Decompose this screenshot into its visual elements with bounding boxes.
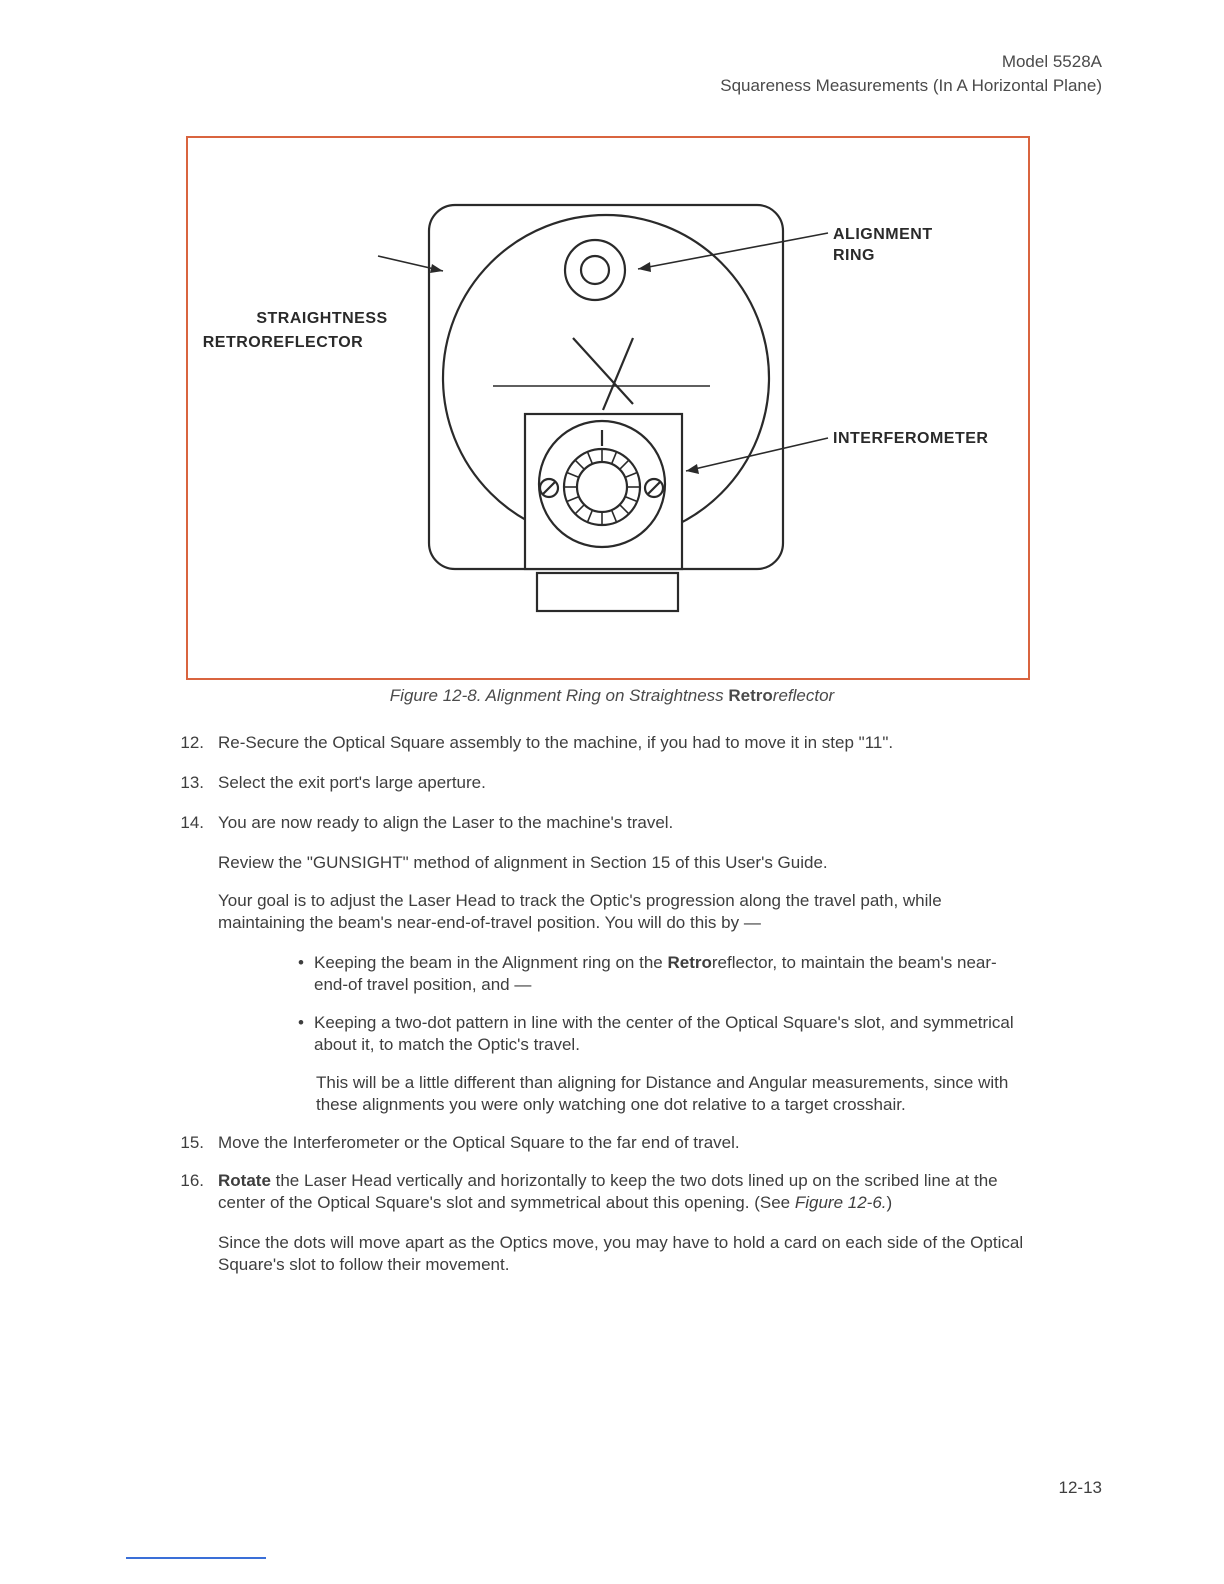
label-straightness-1: STRAIGHTNESS [256,310,388,327]
bullet-text-post: reflector, to maintain the beam's near-end-of travel position, and — [314,953,997,994]
step-12 [180,732,1032,754]
step-number: 13. [180,773,204,792]
step-text: Select the exit port's large aperture. [218,773,486,792]
bullet-alignment-ring [298,952,1022,996]
paragraph-since: Since the dots will move apart as the Optics move, you may have to hold a card on each side of the Optical Square's slot to follow their movement. [218,1233,1024,1274]
figure-frame [186,136,1030,680]
step-text: You are now ready to align the Laser to the machine's travel. [218,813,674,832]
step-13 [180,772,1032,794]
cross-line-left [573,338,633,404]
paragraph-goal: Your goal is to adjust the Laser Head to track the Optic's progression along the travel path, while maintaining the beam's near-end-of-travel position. You will do this by — [218,891,942,932]
header-model: Model 5528A [1001,52,1102,71]
label-alignment-1: ALIGNMENT [833,226,933,243]
page-number: 12-13 [1058,1478,1102,1497]
arrowhead-interferometer [686,464,699,474]
page-header [720,50,1102,98]
bullet-text-pre: Keeping the beam in the Alignment ring on the [314,953,668,972]
label-alignment-2: RING [833,247,875,264]
label-straightness-2: RETROREFLECTOR [202,334,364,351]
mounting-base [537,573,678,611]
caption-prefix: Figure 12-8. Alignment Ring on Straightness [389,686,729,705]
step-bold: Rotate [218,1171,271,1190]
caption-suffix: reflector [772,686,835,705]
paragraph-gunsight: Review the "GUNSIGHT" method of alignment in Section 15 of this User's Guide. [218,853,828,872]
step-16 [180,1170,1032,1214]
label-interferometer: INTERFEROMETER [833,430,989,447]
step-number: 14. [180,813,204,832]
instructions-body [180,722,1032,1276]
interferometer-box [525,414,682,569]
alignment-ring-outer [565,240,625,300]
step-number: 16. [180,1171,204,1190]
paragraph-difference: This will be a little different than aligning for Distance and Angular measurements, since with these alignments you were only watching one dot relative to a target crosshair. [316,1073,1009,1114]
step-text: the Laser Head vertically and horizontally to keep the two dots lined up on the scribed line at the center of the Optical Square's slot and symmetrical about this opening. (See [218,1171,998,1212]
alignment-ring-inner [581,256,609,284]
step-text: Move the Interferometer or the Optical Square to the far end of travel. [218,1133,740,1152]
bullet-dot: • [298,953,304,972]
leader-interferometer [686,438,828,471]
step-14 [180,812,1032,834]
footer-rule [126,1557,266,1559]
step-number: 12. [180,733,204,752]
leader-alignment-ring [638,233,828,269]
bullet-text-bold: Retro [667,953,712,972]
figure-caption [0,686,1224,706]
figure-reference: Figure 12-6. [794,1193,887,1212]
header-section: Squareness Measurements (In A Horizontal Plane) [720,76,1102,95]
step-text: Re-Secure the Optical Square assembly to the machine, if you had to move it in step "11". [218,733,894,752]
arrowhead-straightness [430,264,443,273]
step-number: 15. [180,1133,204,1152]
bullet-two-dot [298,1012,1022,1056]
step-15 [180,1132,1032,1154]
caption-bold: Retro [728,686,773,705]
arrowhead-alignment [638,262,651,272]
bullet-dot: • [298,1013,304,1032]
retroreflector-diagram [188,138,1028,678]
bullet-text: Keeping a two-dot pattern in line with the center of the Optical Square's slot, and symmetrical about it, to match the Optic's travel. [314,1013,1014,1054]
step-close: ) [886,1193,893,1212]
